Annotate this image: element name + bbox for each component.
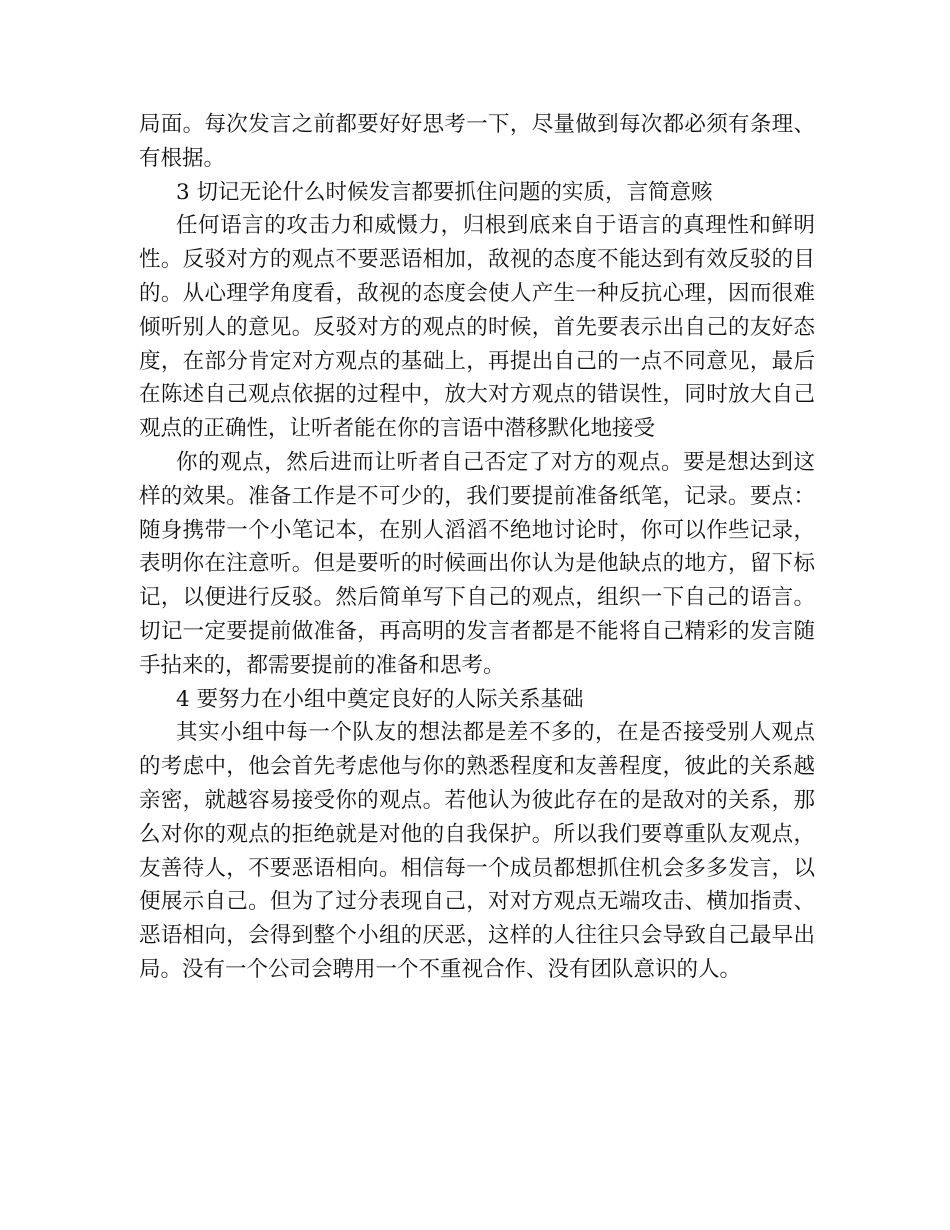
paragraph-preparation: 你的观点，然后进而让听者自己否定了对方的观点。要是想达到这样的效果。准备工作是不可少的，我们要提前准备纸笔，记录。要点：随身携带一个小笔记本，在别人滔滔不绝地讨论时，你可以作些记录，表明你在注意听。但是要听的时候画出你认为是他缺点的地方，留下标记，以便进行反驳。然后简单写下自己的观点，组织一下自己的语言。切记一定要提前做准备，再高明的发言者都是不能将自己精彩的发言随手拈来的，都需要提前的准备和思考。 (139, 449, 815, 678)
section-heading-4: 4 要努力在小组中奠定良好的人际关系基础 (176, 686, 584, 712)
paragraph-relationships: 其实小组中每一个队友的想法都是差不多的，在是否接受别人观点的考虑中，他会首先考虑他与你的熟悉程度和友善程度，彼此的关系越亲密，就越容易接受你的观点。若他认为彼此存在的是敌对的关系，那么对你的观点的拒绝就是对他的自我保护。所以我们要尊重队友观点，友善待人，不要恶语相向。相信每一个成员都想抓住机会多多发言，以便展示自己。但为了过分表现自己，对对方观点无端攻击、横加指责、恶语相向，会得到整个小组的厌恶，这样的人往往只会导致自己最早出局。没有一个公司会聘用一个不重视合作、没有团队意识的人。 (139, 720, 815, 982)
document-body (139, 108, 815, 987)
section-heading-3: 3 切记无论什么时候发言都要抓住问题的实质，言简意赅 (176, 179, 713, 205)
paragraph-rebuttal: 任何语言的攻击力和威慑力，归根到底来自于语言的真理性和鲜明性。反驳对方的观点不要恶语相加，敌视的态度不能达到有效反驳的目的。从心理学角度看，敌视的态度会使人产生一种反抗心理，因而很难倾听别人的意见。反驳对方的观点的时候，首先要表示出自己的友好态度，在部分肯定对方观点的基础上，再提出自己的一点不同意见，最后在陈述自己观点依据的过程中，放大对方观点的错误性，同时放大自己观点的正确性，让听者能在你的言语中潜移默化地接受 (139, 213, 815, 442)
paragraph-continuation: 局面。每次发言之前都要好好思考一下，尽量做到每次都必须有条理、有根据。 (139, 112, 815, 171)
